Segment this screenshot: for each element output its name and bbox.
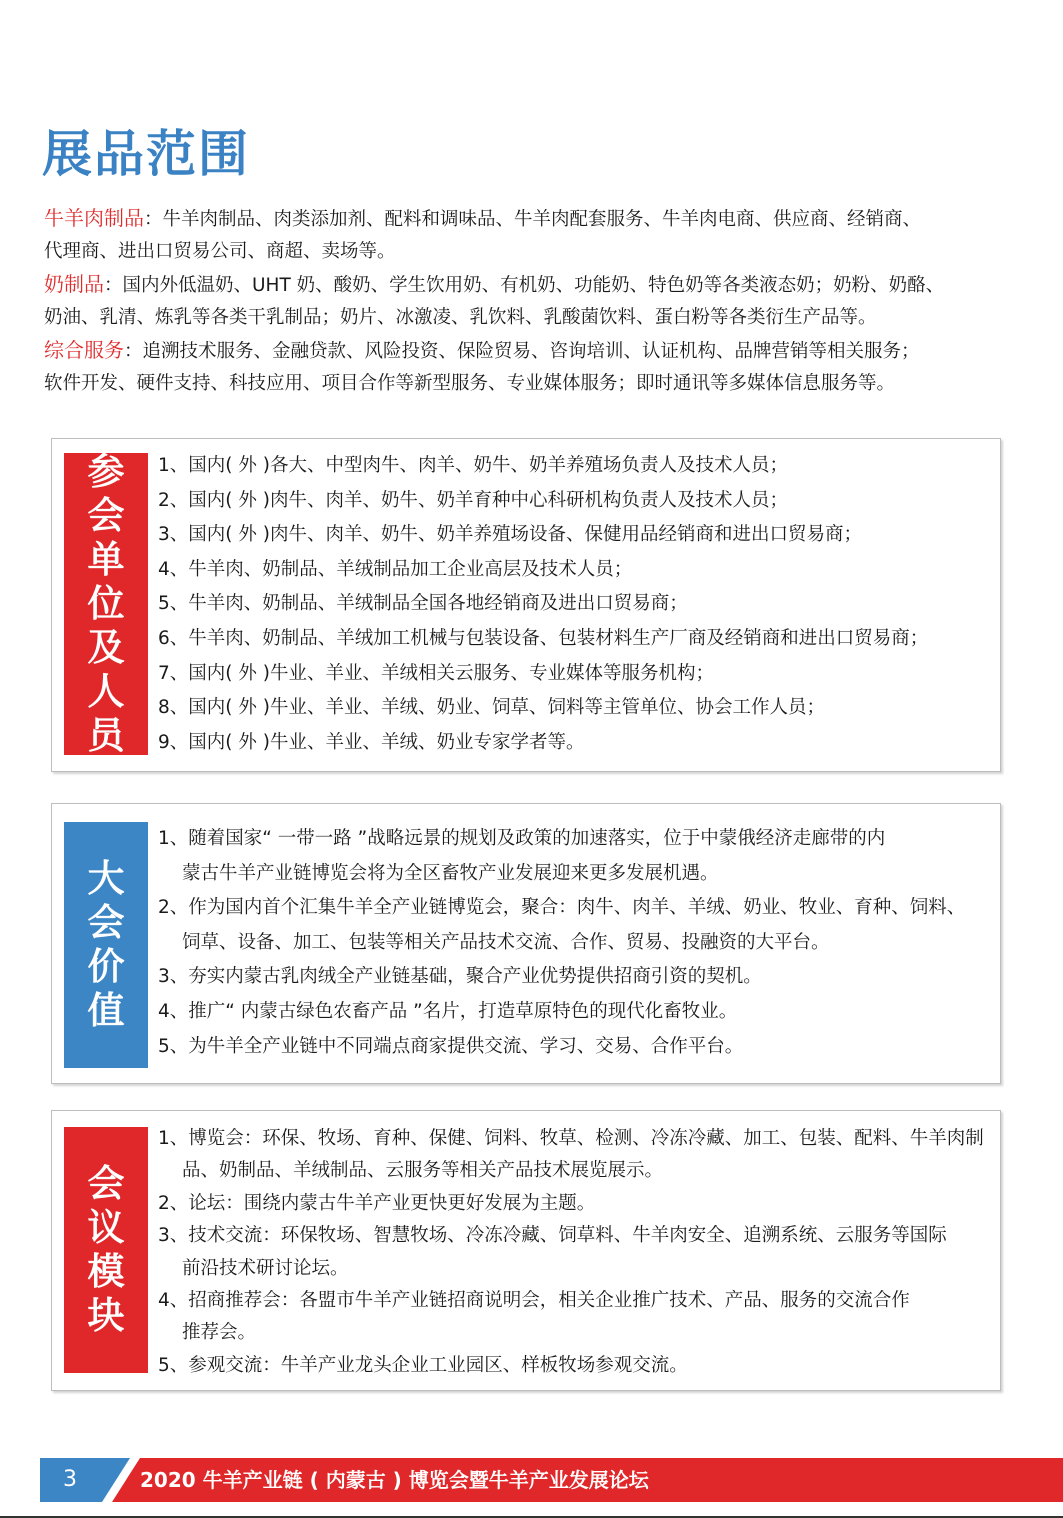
scope-text: 追溯技术服务、金融贷款、风险投资、保险贸易、咨询培训、认证机构、品牌营销等相关服务； (142, 341, 920, 362)
tab-char: 参 (87, 450, 125, 493)
scope-meat (44, 202, 1024, 236)
tab-char: 价 (87, 945, 125, 988)
scope-sep: ： (124, 341, 143, 362)
scope-text: 牛羊肉制品、肉类添加剂、配料和调味品、牛羊肉配套服务、牛羊肉电商、供应商、经销商、 (162, 209, 922, 230)
section-participants (51, 438, 1001, 772)
tab-char: 大 (87, 857, 125, 900)
section-tab (64, 822, 148, 1068)
list-item: 5、为牛羊全产业链中不同端点商家提供交流、学习、交易、合作平台。 (158, 1035, 744, 1057)
footer-bar (40, 1458, 1063, 1502)
tab-char: 值 (87, 989, 125, 1032)
scope-services-cont: 软件开发、硬件支持、科技应用、项目合作等新型服务、专业媒体服务；即时通讯等多媒体信息服务等。 (44, 373, 896, 394)
section-modules (51, 1110, 1001, 1391)
tab-char: 位 (87, 582, 125, 625)
list-item: 3、技术交流：环保牧场、智慧牧场、冷冻冷藏、饲草料、牛羊肉安全、追溯系统、云服务等国际 (158, 1225, 947, 1247)
list-item: 9、国内( 外 )牛业、羊业、羊绒、奶业专家学者等。 (158, 731, 585, 753)
list-item: 2、作为国内首个汇集牛羊全产业链博览会，聚合：肉牛、肉羊、羊绒、奶业、牧业、育种、饲料、 (158, 897, 966, 919)
list-item: 6、牛羊肉、奶制品、羊绒加工机械与包装设备、包装材料生产厂商及经销商和进出口贸易商； (158, 627, 929, 649)
section-list (158, 1123, 994, 1382)
page-title: 展品范围 (42, 125, 250, 183)
scope-dairy (44, 268, 1024, 302)
list-item: 2、国内( 外 )肉牛、肉羊、奶牛、奶羊育种中心科研机构负责人及技术人员； (158, 489, 788, 511)
tab-char: 人 (87, 670, 125, 713)
page-number: 3 (63, 1467, 77, 1492)
list-item: 3、国内( 外 )肉牛、肉羊、奶牛、奶羊养殖场设备、保健用品经销商和进出口贸易商； (158, 524, 862, 546)
section-value (51, 803, 1001, 1084)
list-item: 1、随着国家“ 一带一路 ”战略远景的规划及政策的加速落实，位于中蒙俄经济走廊带的内 (158, 828, 886, 849)
list-item: 1、国内( 外 )各大、中型肉牛、肉羊、奶牛、奶羊养殖场负责人及技术人员； (158, 455, 788, 476)
list-item: 4、招商推荐会：各盟市牛羊产业链招商说明会，相关企业推广技术、产品、服务的交流合作 (158, 1290, 910, 1312)
list-item: 7、国内( 外 )牛业、羊业、羊绒相关云服务、专业媒体等服务机构； (158, 662, 714, 684)
list-item-cont: 品、奶制品、羊绒制品、云服务等相关产品技术展览展示。 (182, 1160, 664, 1182)
tab-char: 及 (87, 626, 125, 669)
section-list (158, 449, 994, 760)
exhibit-scope (44, 202, 1024, 400)
scope-label: 牛羊肉制品 (44, 206, 144, 230)
scope-label: 综合服务 (44, 338, 124, 362)
list-item-cont: 蒙古牛羊产业链博览会将为全区畜牧产业发展迎来更多发展机遇。 (182, 862, 719, 884)
tab-char: 会 (87, 1162, 125, 1205)
section-tab (64, 1127, 148, 1373)
scope-sep: ： (104, 275, 123, 296)
tab-char: 会 (87, 494, 125, 537)
list-item-cont: 饲草、设备、加工、包装等相关产品技术交流、合作、贸易、投融资的大平台。 (182, 931, 830, 953)
list-item: 5、牛羊肉、奶制品、羊绒制品全国各地经销商及进出口贸易商； (158, 593, 688, 615)
scope-dairy-cont: 奶油、乳清、炼乳等各类干乳制品；奶片、冰激凌、乳饮料、乳酸菌饮料、蛋白粉等各类衍生产品等。 (44, 307, 877, 328)
list-item-cont: 推荐会。 (182, 1322, 257, 1344)
section-list (158, 822, 994, 1064)
scope-meat-cont: 代理商、进出口贸易公司、商超、卖场等。 (44, 241, 396, 262)
footer-title: 2020 牛羊产业链 ( 内蒙古 ) 博览会暨牛羊产业发展论坛 (140, 1468, 649, 1492)
scope-services (44, 334, 1024, 368)
list-item: 2、论坛：围绕内蒙古牛羊产业更快更好发展为主题。 (158, 1192, 596, 1214)
scope-sep: ： (144, 209, 163, 230)
section-tab (64, 450, 148, 757)
list-item: 4、牛羊肉、奶制品、羊绒制品加工企业高层及技术人员； (158, 558, 633, 580)
tab-char: 块 (87, 1294, 125, 1337)
list-item: 4、推广“ 内蒙古绿色农畜产品 ”名片，打造草原特色的现代化畜牧业。 (158, 1000, 738, 1022)
tab-char: 议 (87, 1206, 125, 1249)
scope-label: 奶制品 (44, 272, 104, 296)
list-item: 8、国内( 外 )牛业、羊业、羊绒、奶业、饲草、饲料等主管单位、协会工作人员； (158, 697, 825, 719)
list-item-cont: 前沿技术研讨论坛。 (182, 1257, 349, 1279)
scope-text: 国内外低温奶、UHT 奶、酸奶、学生饮用奶、有机奶、功能奶、特色奶等各类液态奶；奶粉、奶酪、 (122, 275, 945, 296)
tab-char: 单 (87, 538, 125, 581)
tab-char: 会 (87, 901, 125, 944)
tab-char: 模 (87, 1250, 125, 1293)
list-item: 5、参观交流：牛羊产业龙头企业工业园区、样板牧场参观交流。 (158, 1354, 688, 1376)
list-item: 1、博览会：环保、牧场、育种、保健、饲料、牧草、检测、冷冻冷藏、加工、包装、配料、牛羊肉制 (158, 1128, 984, 1149)
list-item: 3、夯实内蒙古乳肉绒全产业链基础，聚合产业优势提供招商引资的契机。 (158, 966, 762, 988)
tab-char: 员 (87, 714, 125, 757)
